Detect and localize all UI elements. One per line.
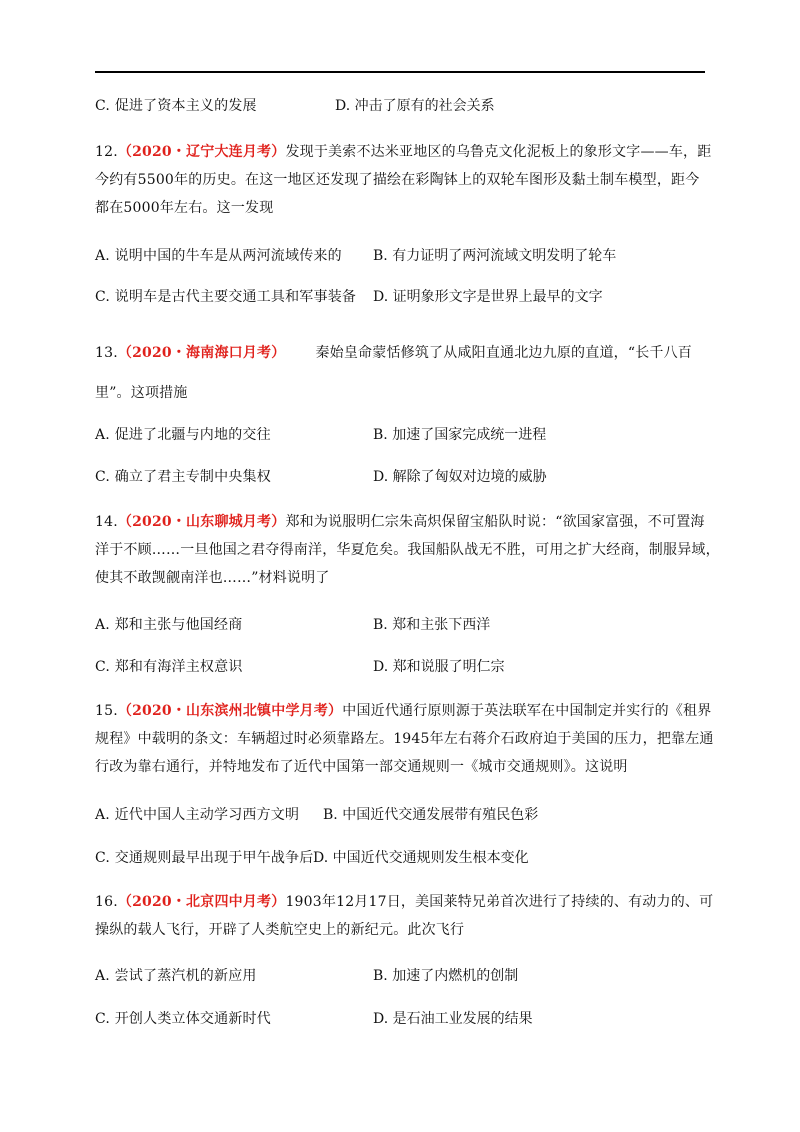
q15-option-b: B. 中国近代交通发展带有殖民色彩 [323,807,539,823]
q13-option-b: B. 加速了国家完成统一进程 [373,427,547,443]
q12-option-a: A. 说明中国的牛车是从两河流域传来的 [95,248,342,264]
q13-option-a: A. 促进了北疆与内地的交往 [95,427,271,443]
q15-option-a: A. 近代中国人主动学习西方文明 [95,807,300,823]
question-source: （2020・辽宁大连月考） [117,144,286,160]
q12-option-b: B. 有力证明了两河流域文明发明了轮车 [373,248,617,264]
q14-option-c: C. 郑和有海洋主权意识 [95,659,243,675]
question-text: 都在5000年左右。这一发现 [95,200,274,216]
question-source: （2020・山东滨州北镇中学月考） [117,703,343,719]
question-12 [95,142,711,162]
question-source: （2020・海南海口月考） [117,345,286,361]
question-source: （2020・山东聊城月考） [117,514,286,530]
question-text: 郑和为说服明仁宗朱高炽保留宝船队时说：“欲国家富强，不可置海 [285,514,705,530]
question-text: 发现于美索不达米亚地区的乌鲁克文化泥板上的象形文字——车，距 [285,144,712,160]
q12-option-c: C. 说明车是古代主要交通工具和军事装备 [95,289,357,305]
q16-option-a: A. 尝试了蒸汽机的新应用 [95,968,257,984]
question-text: 里”。这项措施 [95,385,188,401]
question-text: 今约有5500年的历史。在这一地区还发现了描绘在彩陶钵上的双轮车图形及黏土制车模型，距今 [95,172,700,188]
question-text: 洋于不顾……一旦他国之君夺得南洋，华夏危矣。我国船队战无不胜，可用之扩大经商，制服异域， [95,542,720,558]
q16-option-d: D. 是石油工业发展的结果 [373,1011,533,1027]
q13-option-d: D. 解除了匈奴对边境的威胁 [373,469,547,485]
question-text: 规程》中载明的条文：车辆超过时必须靠路左。1945年左右蒋介石政府迫于美国的压力，把靠左通 [95,731,714,747]
q16-option-c: C. 开创人类立体交通新时代 [95,1011,271,1027]
q15-option-d: D. 中国近代交通规则发生根本变化 [313,850,529,866]
q12-option-d: D. 证明象形文字是世界上最早的文字 [373,289,603,305]
q13-option-c: C. 确立了君主专制中央集权 [95,469,271,485]
question-number: 14. [95,514,118,530]
q15-option-c: C. 交通规则最早出现于甲午战争后 [95,850,314,866]
question-number: 13. [95,345,118,361]
q14-option-d: D. 郑和说服了明仁宗 [373,659,505,675]
question-text: 行改为靠右通行，并特地发布了近代中国第一部交通规则一《城市交通规则》。这说明 [95,759,628,775]
question-13 [95,343,692,363]
q11-option-c: C. 促进了资本主义的发展 [95,98,257,114]
question-number: 15. [95,703,118,719]
q16-option-b: B. 加速了内燃机的创制 [373,968,519,984]
question-14 [95,512,705,532]
question-text: 中国近代通行原则源于英法联军在中国制定并实行的《租界 [342,703,712,719]
question-number: 12. [95,144,118,160]
question-text: 操纵的载人飞行，开辟了人类航空史上的新纪元。此次飞行 [95,922,465,938]
question-text: 1903年12月17日，美国莱特兄弟首次进行了持续的、有动力的、可 [285,894,714,910]
question-16 [95,892,713,912]
q11-option-d: D. 冲击了原有的社会关系 [335,98,495,114]
q14-option-a: A. 郑和主张与他国经商 [95,617,243,633]
question-source: （2020・北京四中月考） [117,894,286,910]
q14-option-b: B. 郑和主张下西洋 [373,617,491,633]
question-text: 秦始皇命蒙恬修筑了从咸阳直通北边九原的直道，“长千八百 [315,345,693,361]
question-text: 使其不敢觊觎南洋也……”材料说明了 [95,570,330,586]
header-rule [95,71,705,73]
question-number: 16. [95,894,118,910]
question-15 [95,701,711,721]
